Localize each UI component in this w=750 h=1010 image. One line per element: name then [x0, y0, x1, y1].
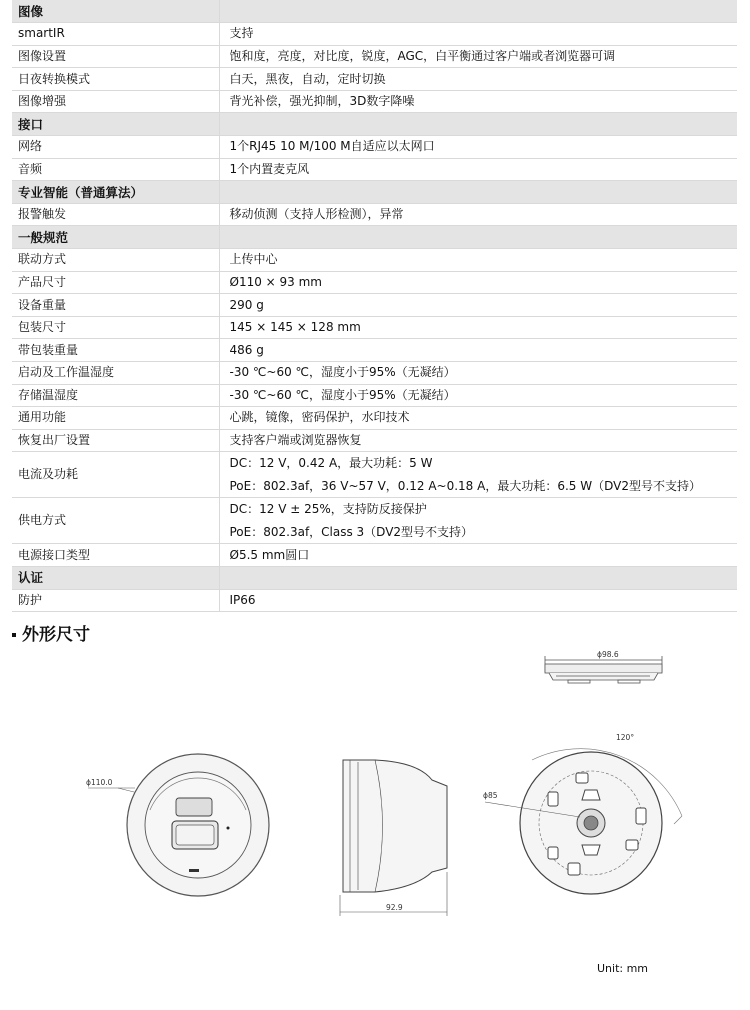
section-header-blank [219, 181, 737, 204]
spec-value-line: 1个内置麦克风 [229, 161, 310, 176]
spec-value [219, 316, 737, 339]
spec-value-line: IP66 [229, 592, 256, 607]
spec-value [219, 136, 737, 159]
top-view-drawing [545, 656, 662, 683]
section-title: 图像 [12, 0, 219, 23]
side-view-dimension-label: 92.9 [386, 903, 403, 912]
spec-table-body [12, 0, 737, 612]
spec-row [12, 249, 737, 272]
spec-value [219, 203, 737, 226]
section-header-blank [219, 113, 737, 136]
spec-row [12, 498, 737, 544]
spec-value-line: 486 g [229, 342, 264, 357]
spec-value [219, 339, 737, 362]
spec-value-line: 支持客户端或浏览器恢复 [229, 433, 362, 448]
dimension-drawing [0, 640, 750, 970]
section-header-blank [219, 566, 737, 589]
dimensions-title: 外形尺寸 [22, 625, 90, 645]
spec-value-line: DC：12 V ± 25%，支持防反接保护 [229, 502, 427, 517]
spec-value [219, 271, 737, 294]
spec-row [12, 452, 737, 498]
spec-value [219, 544, 737, 567]
section-header [12, 181, 737, 204]
spec-row [12, 316, 737, 339]
spec-value-line: 145 × 145 × 128 mm [229, 320, 361, 335]
spec-value-line: DC：12 V，0.42 A，最大功耗：5 W [229, 456, 433, 471]
spec-value [219, 498, 737, 544]
spec-row [12, 90, 737, 113]
spec-label: 设备重量 [12, 294, 219, 317]
spec-value-line: 上传中心 [229, 252, 278, 267]
spec-row [12, 544, 737, 567]
spec-row [12, 294, 737, 317]
spec-row [12, 158, 737, 181]
spec-value [219, 429, 737, 452]
bullet-icon [12, 633, 16, 637]
spec-row [12, 407, 737, 430]
spec-value [219, 45, 737, 68]
section-header [12, 226, 737, 249]
spec-row [12, 23, 737, 46]
spec-label: 图像增强 [12, 90, 219, 113]
spec-row [12, 339, 737, 362]
spec-value [219, 249, 737, 272]
spec-row [12, 362, 737, 385]
spec-value-line: 饱和度，亮度，对比度，锐度，AGC，白平衡通过客户端或者浏览器可调 [229, 48, 616, 63]
spec-value-line: 白天，黑夜，自动，定时切换 [229, 71, 386, 86]
section-title: 认证 [12, 566, 219, 589]
spec-value [219, 589, 737, 612]
spec-label: 通用功能 [12, 407, 219, 430]
spec-label: 报警触发 [12, 203, 219, 226]
side-view-drawing [340, 760, 447, 916]
section-header-blank [219, 0, 737, 23]
spec-row [12, 429, 737, 452]
spec-row [12, 68, 737, 91]
bottom-diameter-label: ϕ85 [483, 791, 498, 800]
spec-label: 防护 [12, 589, 219, 612]
section-title: 一般规范 [12, 226, 219, 249]
spec-label: 联动方式 [12, 249, 219, 272]
bottom-angle-label: 120° [616, 733, 635, 742]
spec-label: 电流及功耗 [12, 452, 219, 498]
spec-value [219, 158, 737, 181]
spec-value-line: 移动侦测（支持人形检测），异常 [229, 207, 404, 222]
spec-label: 恢复出厂设置 [12, 429, 219, 452]
spec-label: 启动及工作温湿度 [12, 362, 219, 385]
bottom-view-drawing [485, 749, 682, 894]
spec-value [219, 23, 737, 46]
spec-value [219, 452, 737, 498]
spec-row [12, 45, 737, 68]
spec-value-line: 1个RJ45 10 M/100 M自适应以太网口 [229, 139, 435, 154]
spec-value-line: 290 g [229, 297, 264, 312]
spec-value [219, 384, 737, 407]
spec-value [219, 90, 737, 113]
spec-label: 带包装重量 [12, 339, 219, 362]
spec-value [219, 407, 737, 430]
spec-value [219, 362, 737, 385]
spec-label: 音频 [12, 158, 219, 181]
spec-row [12, 203, 737, 226]
top-view-dimension-label: ϕ98.6 [597, 650, 619, 659]
front-view-drawing [88, 754, 269, 896]
spec-label: 电源接口类型 [12, 544, 219, 567]
section-header [12, 113, 737, 136]
section-title: 接口 [12, 113, 219, 136]
spec-value-line: 支持 [229, 26, 254, 41]
front-view-dimension-label: ϕ110.0 [86, 778, 113, 787]
spec-row [12, 589, 737, 612]
spec-label: 日夜转换模式 [12, 68, 219, 91]
section-header [12, 0, 737, 23]
spec-table [12, 0, 737, 612]
spec-label: 产品尺寸 [12, 271, 219, 294]
spec-value-line: Ø5.5 mm圆口 [229, 547, 310, 562]
spec-value [219, 294, 737, 317]
spec-value-line: PoE：802.3af，36 V~57 V，0.12 A~0.18 A，最大功耗：6.5 W（DV2型号不支持） [229, 478, 701, 493]
spec-value-line: -30 ℃~60 ℃，湿度小于95%（无凝结） [229, 365, 456, 380]
section-title: 专业智能（普通算法） [12, 181, 219, 204]
spec-row [12, 271, 737, 294]
spec-value-line: Ø110 × 93 mm [229, 274, 322, 289]
spec-label: smartIR [12, 23, 219, 46]
spec-row [12, 136, 737, 159]
section-header [12, 566, 737, 589]
spec-value-line: -30 ℃~60 ℃，湿度小于95%（无凝结） [229, 387, 456, 402]
spec-label: 图像设置 [12, 45, 219, 68]
unit-label: Unit: mm [597, 962, 649, 975]
spec-label: 网络 [12, 136, 219, 159]
spec-label: 包装尺寸 [12, 316, 219, 339]
spec-value-line: 背光补偿，强光抑制，3D数字降噪 [229, 94, 415, 109]
spec-row [12, 384, 737, 407]
spec-value [219, 68, 737, 91]
spec-value-line: 心跳，镜像，密码保护，水印技术 [229, 410, 410, 425]
spec-value-line: PoE：802.3af，Class 3（DV2型号不支持） [229, 524, 474, 539]
spec-label: 存储温湿度 [12, 384, 219, 407]
spec-label: 供电方式 [12, 498, 219, 544]
section-header-blank [219, 226, 737, 249]
